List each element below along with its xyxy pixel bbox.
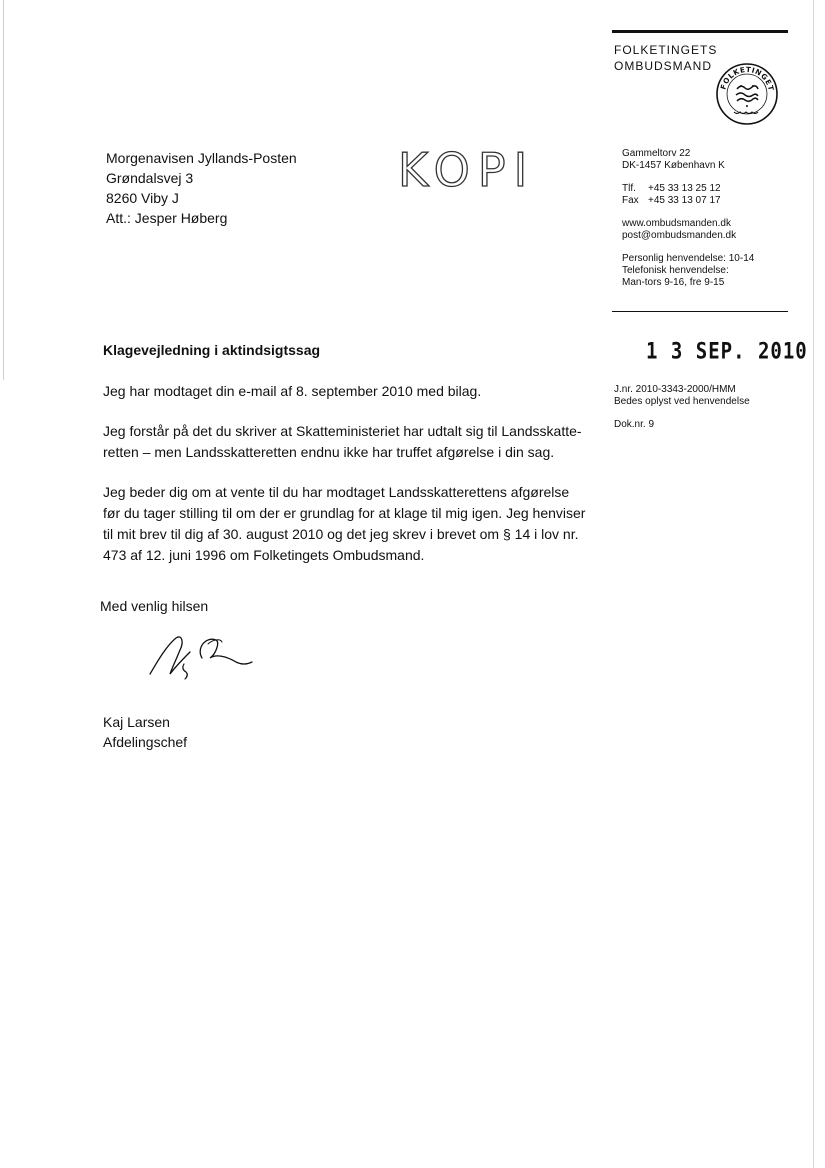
svg-text:FOLKETINGET: FOLKETINGET xyxy=(718,64,776,92)
fax-row xyxy=(622,195,754,207)
org-line-1: FOLKETINGETS xyxy=(614,43,718,57)
letter-subject: Klagevejledning i aktindsigtssag xyxy=(103,342,321,358)
hours-line: Man-tors 9-16, fre 9-15 xyxy=(622,277,725,288)
fax-label: Fax xyxy=(622,195,639,206)
contact-address xyxy=(622,148,754,172)
phone-label: Tlf. xyxy=(622,183,636,194)
phone-number: +45 33 13 25 12 xyxy=(648,183,721,194)
recipient-line: Grøndalsvej 3 xyxy=(106,170,194,186)
reference-note: Bedes oplyst ved henvendelse xyxy=(614,396,750,407)
scan-edge-right xyxy=(813,0,814,1168)
kopi-stamp: KOPI xyxy=(398,143,536,197)
letterhead-top-rule xyxy=(612,30,788,33)
email-link[interactable]: post@ombudsmanden.dk xyxy=(622,230,737,241)
journal-number: J.nr. 2010-3343-2000/HMM xyxy=(614,384,736,395)
hours-line: Telefonisk henvendelse: xyxy=(622,265,729,276)
contact-hours xyxy=(622,253,754,289)
letter-paragraph xyxy=(103,482,585,566)
paragraph-line: retten – men Landsskatteretten endnu ikke har truffet afgørelse i din sag. xyxy=(103,444,555,460)
hours-line: Personlig henvendelse: 10-14 xyxy=(622,253,755,264)
paragraph-line: før du tager stilling til om der er grundlag for at klage til mig igen. Jeg henviser xyxy=(103,505,586,521)
fax-number: +45 33 13 07 17 xyxy=(648,195,721,206)
reference-info xyxy=(614,384,750,431)
paragraph-line: til mit brev til dig af 30. august 2010 og det jeg skrev i brevet om § 14 i lov nr. xyxy=(103,526,579,542)
recipient-address xyxy=(106,148,297,228)
paragraph-line: Jeg forstår på det du skriver at Skatteministeriet har udtalt sig til Landsskatte- xyxy=(103,423,582,439)
contact-online xyxy=(622,218,754,242)
document-number: Dok.nr. 9 xyxy=(614,419,655,430)
date-received-stamp: 1 3 SEP. 2010 xyxy=(646,339,808,365)
signatory-name: Kaj Larsen xyxy=(103,714,170,730)
signatory-block xyxy=(103,712,187,752)
letter-paragraph xyxy=(103,381,481,402)
letter-paragraph xyxy=(103,421,582,463)
recipient-line: Morgenavisen Jyllands-Posten xyxy=(106,150,297,166)
website-link[interactable]: www.ombudsmanden.dk xyxy=(622,218,731,229)
paragraph-line: Jeg beder dig om at vente til du har modtaget Landsskatterettens afgørelse xyxy=(103,484,570,500)
handwritten-signature xyxy=(146,628,256,686)
signatory-title: Afdelingschef xyxy=(103,734,188,750)
recipient-line: Att.: Jesper Høberg xyxy=(106,210,228,226)
address-line: DK-1457 København K xyxy=(622,160,725,171)
paragraph-line: Jeg har modtaget din e-mail af 8. september 2010 med bilag. xyxy=(103,383,482,399)
contact-info xyxy=(622,148,754,300)
address-line: Gammeltorv 22 xyxy=(622,148,691,159)
org-line-2: OMBUDSMAND xyxy=(614,59,713,73)
parliament-seal-logo xyxy=(716,63,778,125)
sidebar-divider xyxy=(612,311,788,312)
closing-salutation: Med venlig hilsen xyxy=(100,598,209,614)
recipient-line: 8260 Viby J xyxy=(106,190,179,206)
scan-edge-left xyxy=(3,0,4,380)
contact-phone-fax xyxy=(622,183,754,207)
phone-row xyxy=(622,183,754,195)
organization-name xyxy=(614,42,717,74)
paragraph-line: 473 af 12. juni 1996 om Folketingets Ombudsmand. xyxy=(103,547,425,563)
